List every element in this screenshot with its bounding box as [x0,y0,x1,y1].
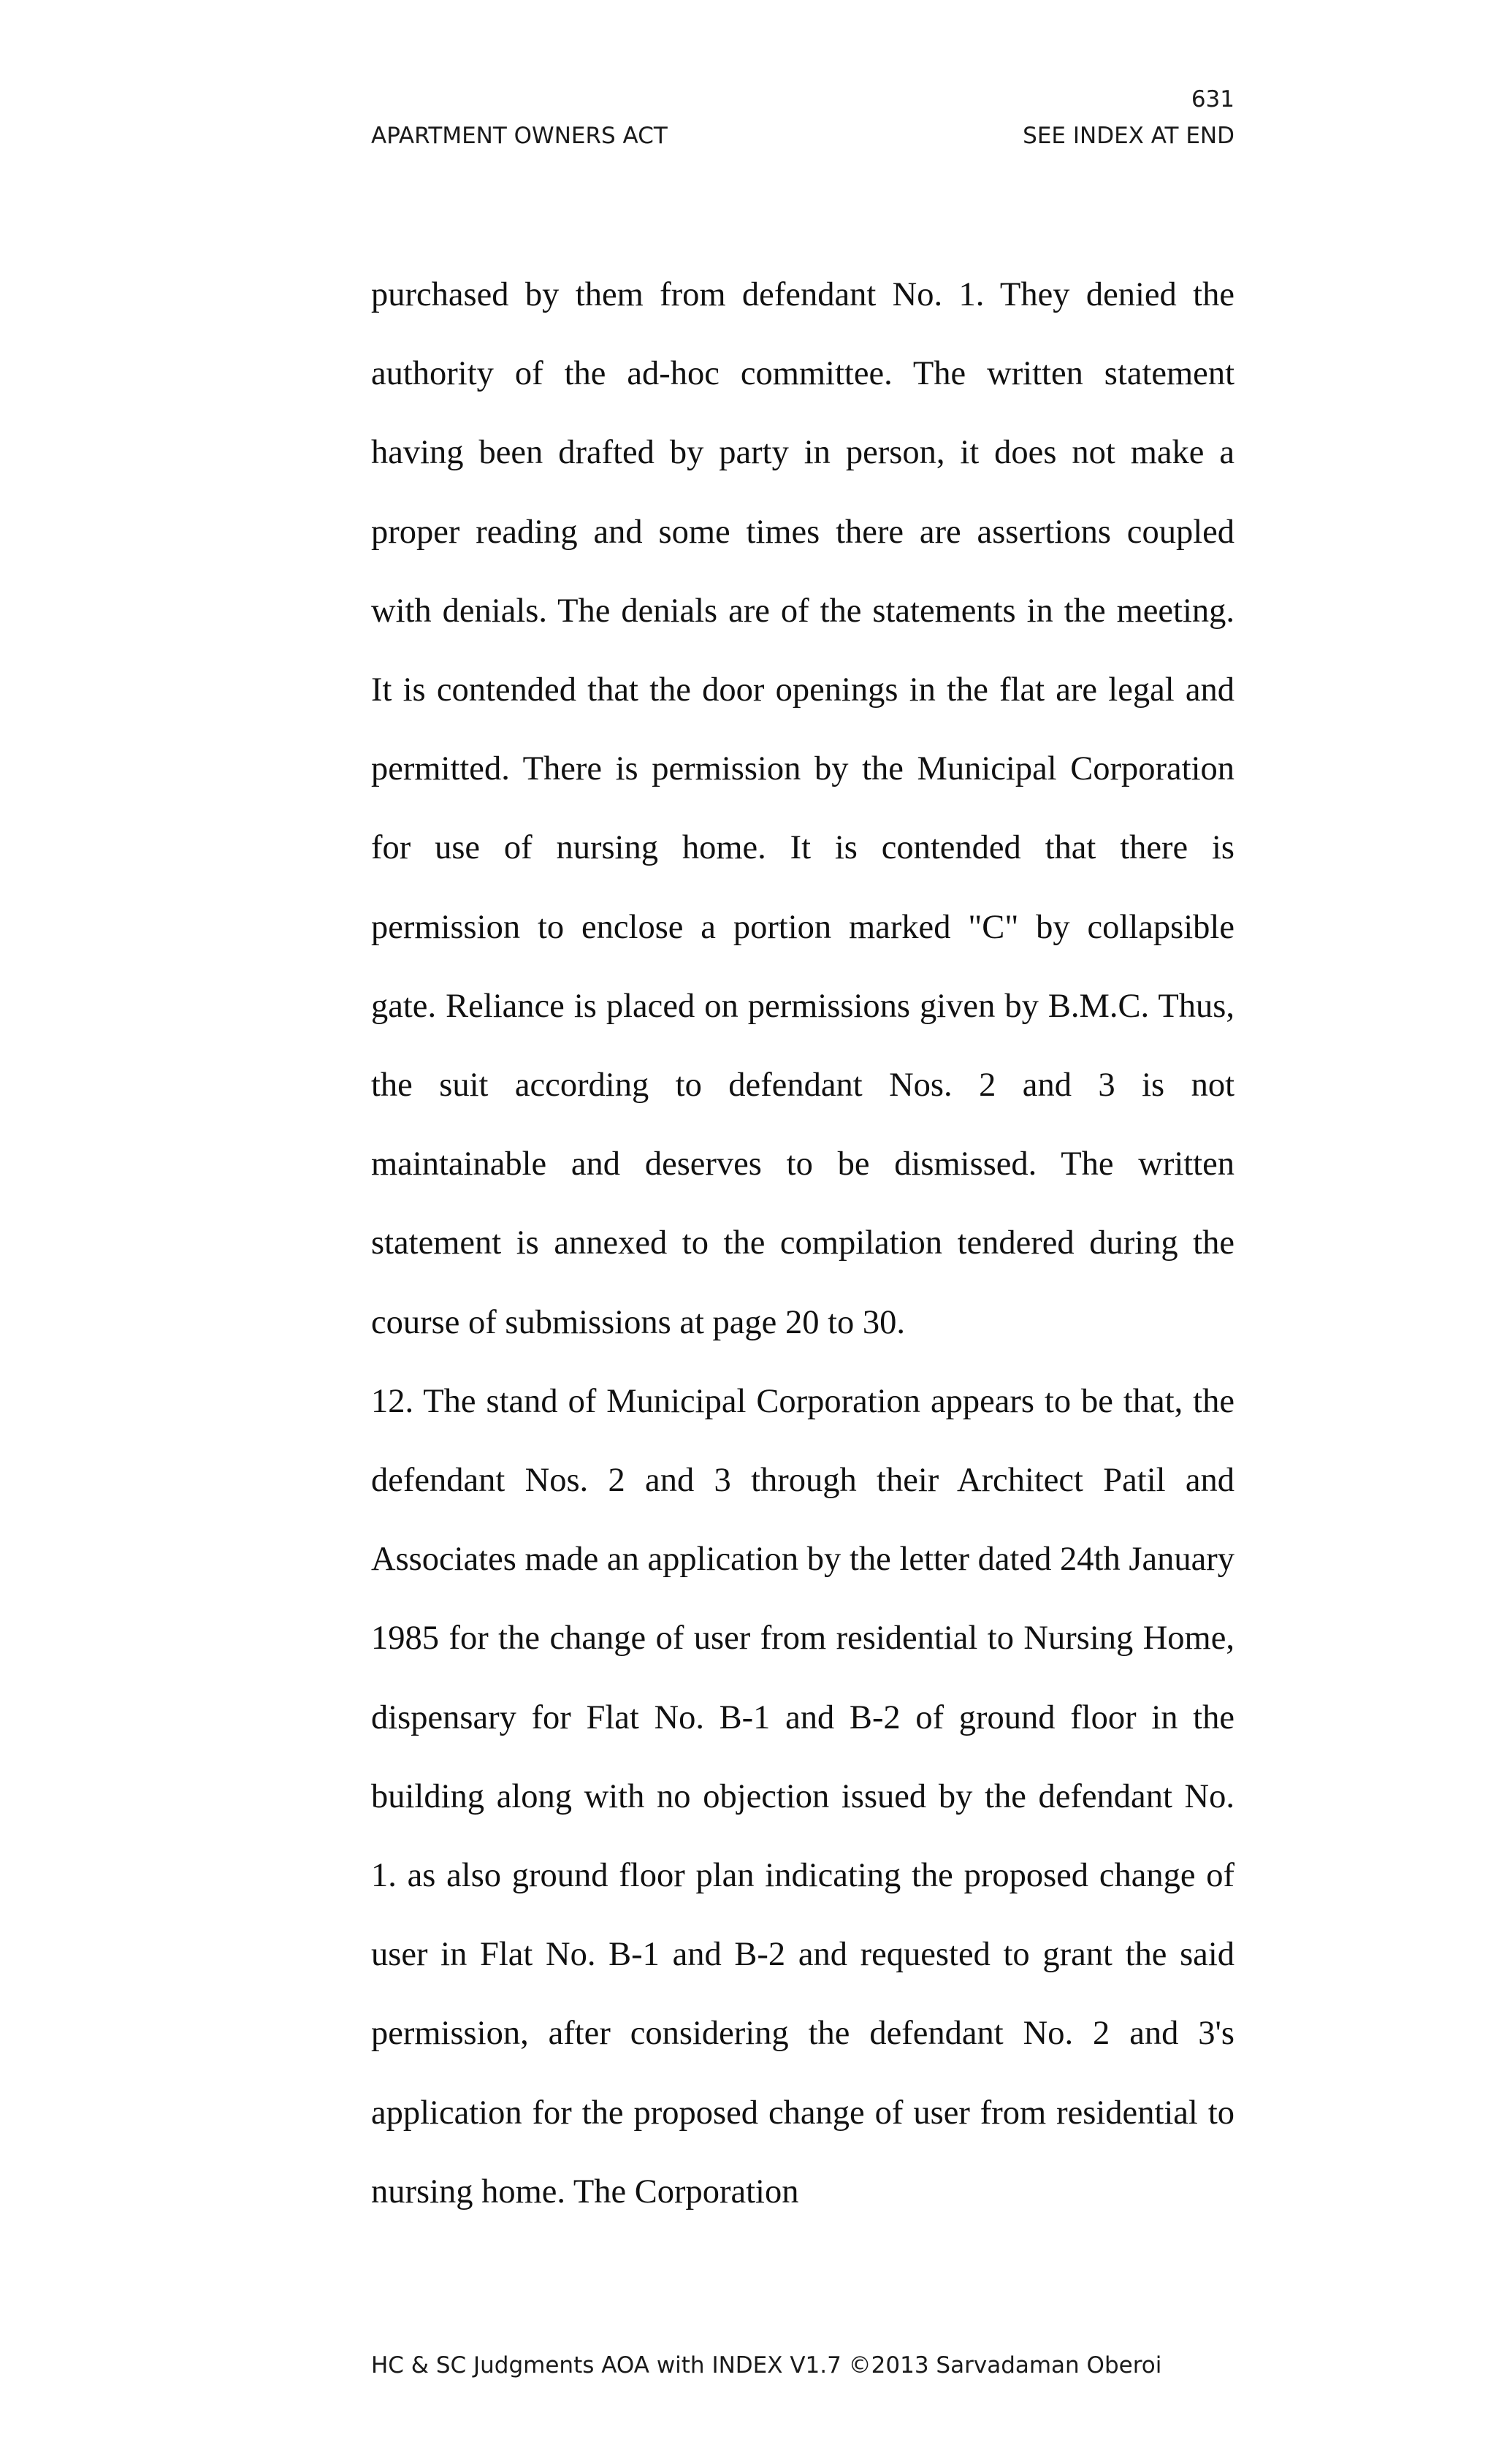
page-footer: HC & SC Judgments AOA with INDEX V1.7 ©2013 Sarvadaman Oberoi [371,2352,1162,2379]
running-header-index-note: SEE INDEX AT END [1023,123,1234,149]
running-header-title: APARTMENT OWNERS ACT [371,123,668,149]
paragraph-continued: purchased by them from defendant No. 1. They denied the authority of the ad-hoc committee. The written statement having been drafted by party in person, it does not make a proper reading and some times there are assertions coupled with denials. The denials are of the statements in the meeting. It is contended that the door openings in the flat are legal and permitted. There is permission by the Municipal Corporation for use of nursing home. It is contended that there is permission to enclose a portion marked "C" by collapsible gate. Reliance is placed on permissions given by B.M.C. Thus, the suit according to defendant Nos. 2 and 3 is not maintainable and deserves to be dismissed. The written statement is annexed to the compilation tendered during the course of submissions at page 20 to 30. [371,276,1234,1341]
page-number: 631 [1191,86,1234,112]
document-body [371,256,1234,2232]
paragraph-12: 12. The stand of Municipal Corporation appears to be that, the defendant Nos. 2 and 3 through their Architect Patil and Associates made an application by the letter dated 24th January 1985 for the change of user from residential to Nursing Home, dispensary for Flat No. B-1 and B-2 of ground floor in the building along with no objection issued by the defendant No. 1. as also ground floor plan indicating the proposed change of user in Flat No. B-1 and B-2 and requested to grant the said permission, after considering the defendant No. 2 and 3's application for the proposed change of user from residential to nursing home. The Corporation [371,1382,1234,2211]
